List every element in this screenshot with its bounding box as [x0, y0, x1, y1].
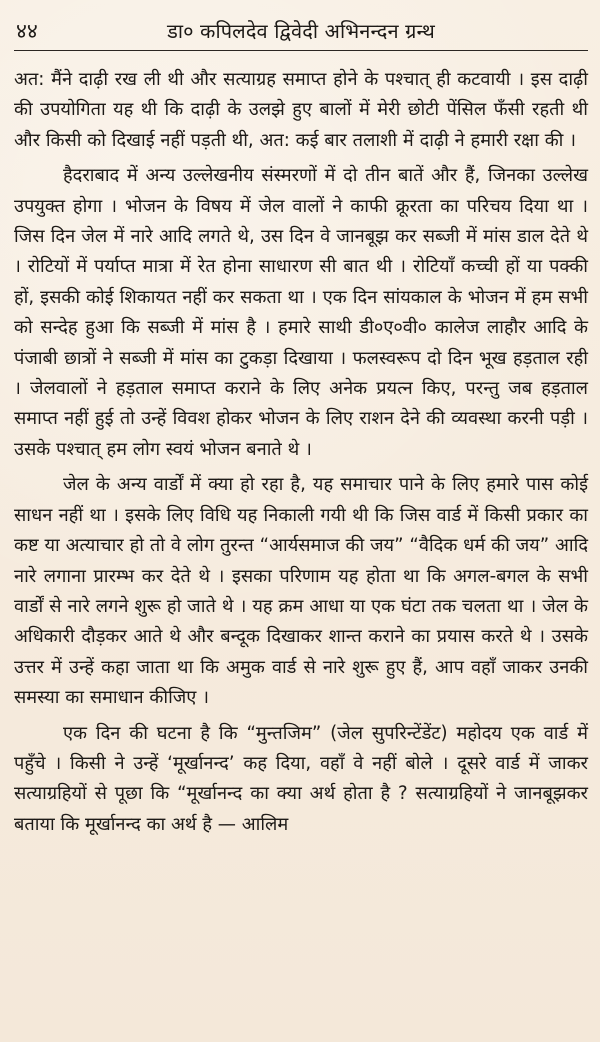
page-number: ४४ — [16, 19, 38, 43]
page-header — [14, 16, 588, 51]
running-title: डा० कपिलदेव द्विवेदी अभिनन्दन ग्रन्थ — [167, 19, 435, 43]
paragraph-continuation: अत: मैंने दाढ़ी रख ली थी और सत्याग्रह समाप्त होने के पश्चात् ही कटवायी । इस दाढ़ी की उपयोगिता यह थी कि दाढ़ी के उलझे हुए बालों में मेरी छोटी पेंसिल फँसी रहती थी और किसी को दिखाई नहीं पड़ती थी, अत: कई बार तलाशी में दाढ़ी ने हमारी रक्षा की । — [14, 69, 588, 151]
paragraph-ward-news: जेल के अन्य वार्डों में क्या हो रहा है, यह समाचार पाने के लिए हमारे पास कोई साधन नहीं था । इसके लिए विधि यह निकाली गयी थी कि जिस वार्ड में किसी प्रकार का कष्ट या अत्याचार हो तो वे लोग तुरन्त “आर्यसमाज की जय” “वैदिक धर्म की जय” आदि नारे लगाना प्रारम्भ कर देते थे । इसका परिणाम यह होता था कि अगल-बगल के सभी वार्डों से नारे लगने शुरू हो जाते थे । यह क्रम आधा या एक घंटा तक चलता था । जेल के अधिकारी दौड़कर आते थे और बन्दूक दिखाकर शान्त कराने का प्रयास करते थे । उसके उत्तर में उन्हें कहा जाता था कि अमुक वार्ड से नारे शुरू हुए हैं, आप वहाँ जाकर उनकी समस्या का समाधान कीजिए । — [14, 474, 588, 709]
paragraph-muntazim-incident: एक दिन की घटना है कि “मुन्तजिम” (जेल सुपरिन्टेंडेंट) महोदय एक वार्ड में पहुँचे । किसी ने उन्हें ‘मूर्खानन्द’ कह दिया, वहाँ वे नहीं बोले । दूसरे वार्ड में जाकर सत्याग्रहियों से पूछा कि “मूर्खानन्द का क्या अर्थ होता है ? सत्याग्रहियों ने जानबूझकर बताया कि मूर्खानन्द का अर्थ है — आलिम — [14, 722, 588, 835]
body-text — [14, 65, 588, 840]
paragraph-hyderabad-memories: हैदराबाद में अन्य उल्लेखनीय संस्मरणों में दो तीन बातें और हैं, जिनका उल्लेख उपयुक्त होगा । भोजन के विषय में जेल वालों ने काफी क्रूरता का परिचय दिया था । जिस दिन जेल में नारे आदि लगते थे, उस दिन वे जानबूझ कर सब्जी में मांस डाल देते थे । रोटियों में पर्याप्त मात्रा में रेत होना साधारण सी बात थी । रोटियाँ कच्ची हों या पक्की हों, इसकी कोई शिकायत नहीं कर सकता था । एक दिन सांयकाल के भोजन में हम सभी को सन्देह हुआ कि सब्जी में मांस है । हमारे साथी डी०ए०वी० कालेज लाहौर आदि के पंजाबी छात्रों ने सब्जी में मांस का टुकड़ा दिखाया । फलस्वरूप दो दिन भूख हड़ताल रही । जेलवालों ने हड़ताल समाप्त कराने के लिए अनेक प्रयत्न किए, परन्तु जब हड़ताल समाप्त नहीं हुई तो उन्हें विवश होकर भोजन के लिए राशन देने की व्यवस्था करनी पड़ी । उसके पश्चात् हम लोग स्वयं भोजन बनाते थे । — [14, 165, 588, 460]
